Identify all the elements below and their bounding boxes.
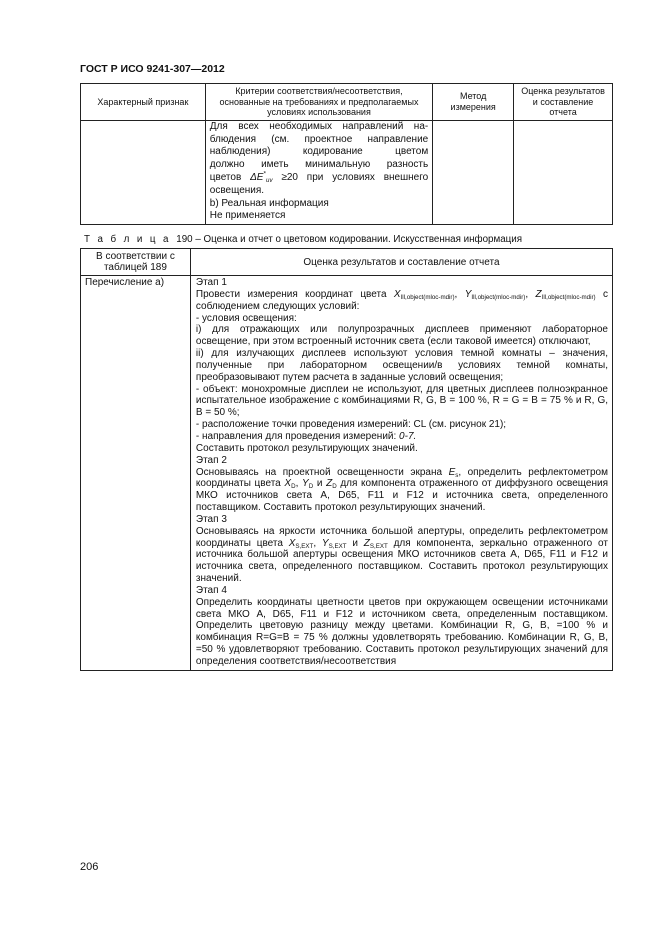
text-line: b) Реальная информация xyxy=(209,197,329,209)
paragraph: Составить протокол результирующих значений. xyxy=(195,442,418,454)
column-header: Оценка результатов и составление отчета xyxy=(514,84,613,121)
paragraph: - условия освещения: xyxy=(195,312,297,324)
paragraph: i) для отражающих или полупрозрачных дисплеев применяют лабораторное освещение, при этом встроенный источник света (если таковой имеется) отключают, xyxy=(195,324,608,348)
paragraph: Основываясь на яркости источника большой апертуры, определить рефлектометром координаты цвета $X_{S,EXT}$, $Y_{S,EXT}$ и $Z_{S,EXT}$ для компонента, зеркально отраженного от источника большой апертуры освещения МКО источников света A, D65, F11 и F12 и источника света, определенного поставщиком. Составить протокол результирующих значений. xyxy=(195,525,608,585)
evaluation-table xyxy=(80,248,613,671)
paragraph: Основываясь на проектной освещенности экрана $E_s$, определить рефлектометром координаты цвета $X_D$, $Y_D$ и $Z_D$ для компонента отраженного от диффузного освещения МКО источников света A, D65, F11 и F12 и источника света, определенного поставщиком. Составить протокол результирующих значений. xyxy=(195,466,608,514)
table-cell xyxy=(514,120,613,224)
table-header-row xyxy=(81,249,613,276)
column-header: Критерии соответствия/несоответствия, основанные на требованиях и предполагаемых условиях использования xyxy=(205,84,432,121)
row-label: Перечисление а) xyxy=(81,276,191,671)
column-header: Оценка результатов и составление отчета xyxy=(190,249,612,276)
stage-title: Этап 3 xyxy=(195,513,227,525)
text-line: Не применяется xyxy=(209,210,286,222)
table-cell xyxy=(433,120,514,224)
text-line: должно иметь минимальную разность xyxy=(209,159,429,171)
table-header-row xyxy=(81,84,613,121)
paragraph: ii) для излучающих дисплеев используют условия темной комнаты – значения, полученные при лабораторном освещении/в условиях темной комнаты, преобразовывают путем расчета в заданные условий освещения; xyxy=(195,348,608,383)
criteria-table xyxy=(80,83,613,225)
stage-title: Этап 4 xyxy=(195,584,227,596)
table-row xyxy=(81,276,613,671)
paragraph: - расположение точки проведения измерений: CL (см. рисунок 21); xyxy=(195,419,507,431)
paragraph: Провести измерения координат цвета $X_{Ill,object(mloc-mdir)}$, $Y_{Ill,object(mloc-mdir)}$, $Z_{Ill,object(mloc-mdir)}$ с соблюдением следующих условий: xyxy=(195,288,608,312)
criteria-cell xyxy=(205,120,432,224)
stage-title: Этап 2 xyxy=(195,454,227,466)
table-caption: Т а б л и ц а 190 – Оценка и отчет о цветовом кодировании. Искусственная информация xyxy=(84,234,523,245)
document-header: ГОСТ Р ИСО 9241-307—2012 xyxy=(80,63,225,75)
column-header: В соответствии с таблицей 189 xyxy=(81,249,191,276)
paragraph: - объект: монохромные дисплеи не используют, для цветных дисплеев полноэкранное испытательное изображение с комбинациями R, G, B = 100 %, R = G = B = 75 % и R, G, B = 50 %; xyxy=(195,383,608,419)
text-line: блюдения (см. проектное направление xyxy=(209,133,429,145)
text-line: наблюдения) кодирование цветом xyxy=(209,146,429,158)
table-row xyxy=(81,120,613,224)
text-line: освещения. xyxy=(209,184,265,196)
text-line: Для всех необходимых направлений на- xyxy=(209,120,429,132)
column-header: Метод измерения xyxy=(433,84,514,121)
column-header: Характерный признак xyxy=(81,84,206,121)
stage-title: Этап 1 xyxy=(195,277,227,288)
page-number: 206 xyxy=(80,861,99,873)
paragraph: - направления для проведения измерений: 0-7. xyxy=(195,430,417,442)
paragraph: Определить координаты цветности цветов при окружающем освещении источниками света МКО A, D65, F11 и F12 и источником света, определенным поставщиком. Определить цветовую разницу между цветами. Комбинации R, G, B, =100 % и комбинация R=G=B = 75 % должны удовлетворять требованию. Комбинации R, G, B, =50 % удовлетворяют требованию. Составить протокол результирующих значений для определения соответствия/несоответствия xyxy=(195,596,608,667)
table-cell xyxy=(81,120,206,224)
text-line: цветов $\Delta E^*_{uv} \ge 20$ при условиях внешнего xyxy=(209,170,429,184)
evaluation-cell xyxy=(190,276,612,671)
